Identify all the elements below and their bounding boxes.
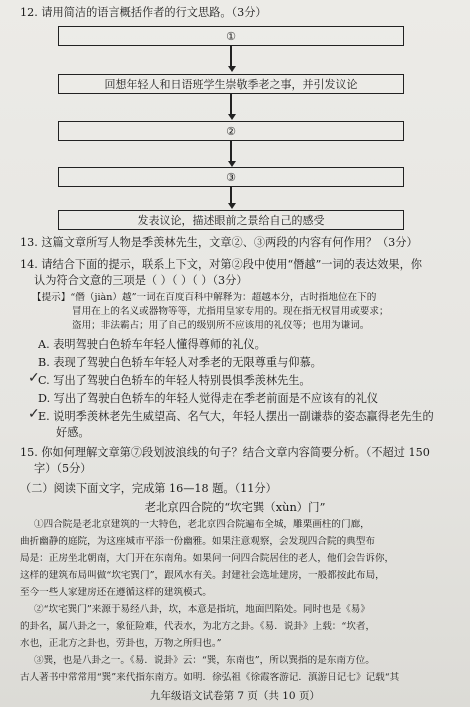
flow-box-5: 发表议论，描述眼前之景给自己的感受 xyxy=(58,210,404,230)
passage-line: 水也，正北方之卦也，劳卦也，万物之所归也。” xyxy=(20,638,222,649)
q14-hint-1: 【提示】“僭（jiàn）越”一词在百度百科中解释为：超越本分，古时指地位在下的 xyxy=(32,292,377,303)
q14-option-c: C. 写出了驾驶白色轿车的年轻人特别畏惧季羡林先生。 xyxy=(38,374,311,387)
q14-hint-2: 冒用在上的名义或器物等等，尤指用皇家专用的。现在指无权冒用或要求； xyxy=(72,306,389,317)
flow-box-4: ③ xyxy=(58,167,404,187)
passage-line: ②“坎宅巽门”来源于易经八卦，坎，本意是指坑，地面凹陷处。同时也是《易》 xyxy=(34,604,370,615)
page-footer: 九年级语文试卷第 7 页（共 10 页） xyxy=(150,690,320,702)
passage-line: 曲折幽静的庭院，为这座城市平添一份幽雅。如果注意观察，会发现四合院的典型布 xyxy=(20,536,375,547)
q14-line-2: 认为符合文意的三项是（ ）（ ）（ ）（3分） xyxy=(34,274,248,287)
q14-hint-3: 盗用；非法霸占；用了自己的级别所不应该用的礼仪等；也用为谦词。 xyxy=(72,320,370,331)
check-mark-icon: ✓ xyxy=(28,370,40,386)
q15-line-1: 15. 你如何理解文章第⑦段划波浪线的句子？结合文章内容简要分析。（不超过 150 xyxy=(20,446,430,459)
q13-prompt: 13. 这篇文章所写人物是季羡林先生，文章②、③两段的内容有何作用？（3分） xyxy=(20,236,418,249)
flow-box-3: ② xyxy=(58,121,404,141)
passage-line: 的卦名，属八卦之一，象征险难，代表水，为北方之卦。《易．说卦》上载：“坎者， xyxy=(20,621,376,632)
passage-line: 古人著书中常常用“巽”来代指东南方。如明．徐弘祖《徐霞客游记．滇游日记七》记载“其 xyxy=(20,672,400,683)
passage-line: 这样的建筑布局叫做“坎宅巽门”，跟风水有关。封建社会选址建房，一般都按此布局， xyxy=(20,570,385,581)
flow-arrow-4 xyxy=(228,187,234,209)
q14-option-e-cont: 好感。 xyxy=(56,426,90,439)
passage-line: ③巽，也是八卦之一。《易．说卦》云：“巽，东南也”，所以巽指的是东南方位。 xyxy=(34,655,375,666)
passage-line: 局是：正房坐北朝南，大门开在东南角。如果问一问四合院居住的老人，他们会告诉你， xyxy=(20,553,395,564)
flow-box-2: 回想年轻人和日语班学生崇敬季老之事，并引发议论 xyxy=(58,74,404,94)
check-mark-icon: ✓ xyxy=(28,406,40,422)
flow-arrow-1 xyxy=(228,46,234,72)
q12-prompt: 12. 请用简洁的语言概括作者的行文思路。（3分） xyxy=(20,6,267,19)
passage-line: 至今一些人家建房还在遵循这样的建筑模式。 xyxy=(20,587,212,598)
q14-option-d: D. 写出了驾驶白色轿车的年轻人觉得走在季老前面是不应该有的礼仪 xyxy=(38,392,379,405)
flow-arrow-2 xyxy=(228,94,234,120)
q15-line-2: 字）（5分） xyxy=(34,462,92,475)
flow-box-1: ① xyxy=(58,26,404,46)
passage-line: ①四合院是老北京建筑的一大特色，老北京四合院遍布全城，雕栗画柱的门廊， xyxy=(34,519,370,530)
q14-option-e: E. 说明季羡林老先生威望高、名气大，年轻人摆出一副谦恭的姿态赢得老先生的 xyxy=(38,410,434,423)
q14-option-b: B. 表现了驾驶白色轿车年轻人对季老的无限尊重与仰慕。 xyxy=(38,356,322,369)
q14-line-1: 14. 请结合下面的提示，联系上下文，对第②段中使用“僭越”一词的表达效果，你 xyxy=(20,258,422,271)
section-heading: （二）阅读下面文字，完成第 16—18 题。（11分） xyxy=(20,482,277,495)
q14-option-a: A. 表明驾驶白色轿车年轻人懂得尊师的礼仪。 xyxy=(38,338,266,351)
flow-arrow-3 xyxy=(228,141,234,167)
passage-title: 老北京四合院的“坎宅巽（xùn）门” xyxy=(144,500,326,514)
